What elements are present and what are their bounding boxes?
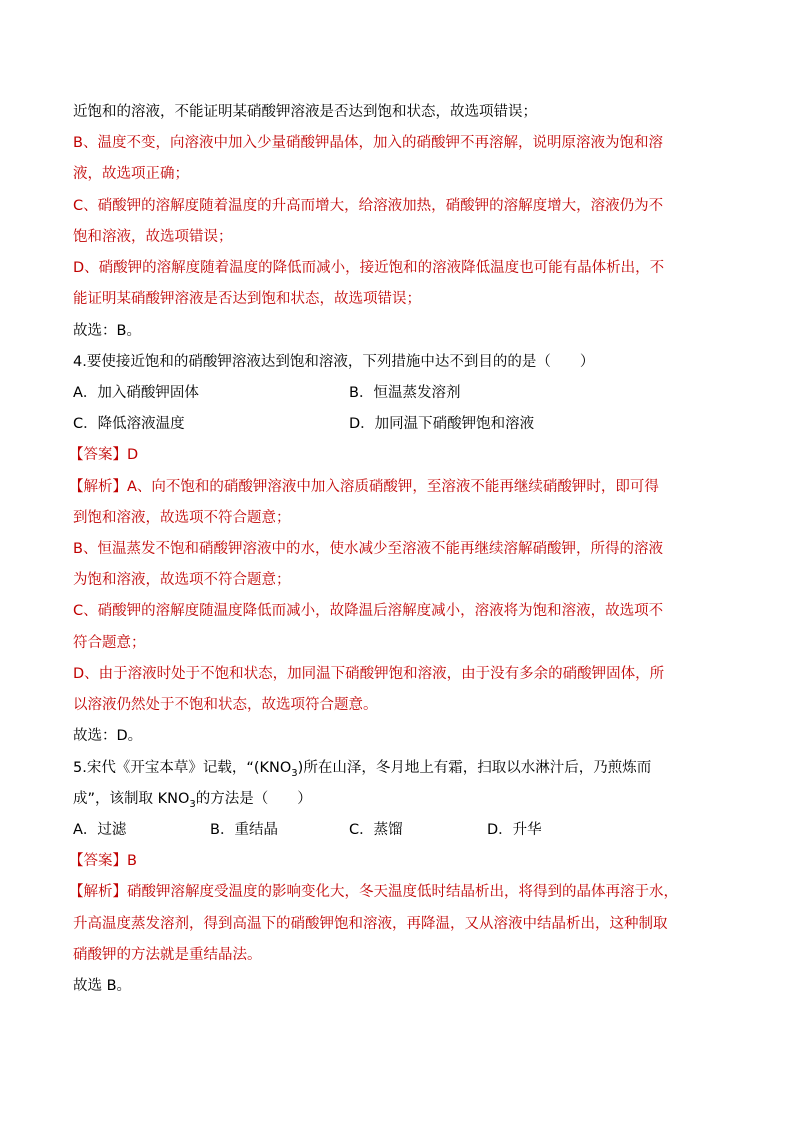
text-line: 符合题意； xyxy=(73,635,146,651)
answer-value: D xyxy=(127,447,139,463)
q4-option-c: C．降低溶液温度 xyxy=(73,416,185,432)
text-line: C、硝酸钾的溶解度随着温度的升高而增大，给溶液加热，硝酸钾的溶解度增大，溶液仍为不 xyxy=(73,198,664,214)
analysis-tag: 【解析】 xyxy=(69,884,127,900)
analysis-tag: 【解析】 xyxy=(69,479,127,495)
text-line: 能证明某硝酸钾溶液是否达到饱和状态，故选项错误； xyxy=(73,291,421,307)
text-line: D、硝酸钾的溶解度随着温度的降低而减小，接近饱和的溶液降低温度也可能有晶体析出，不 xyxy=(73,260,665,276)
text-line: 为饱和溶液，故选项不符合题意； xyxy=(73,572,291,588)
question-5-stem-line1 xyxy=(73,758,651,778)
answer-tag: 【答案】 xyxy=(69,447,127,463)
analysis-text: 硝酸钾溶解度受温度的影响变化大，冬天温度低时结晶析出，将得到的晶体再溶于水， xyxy=(127,884,678,900)
text-line: B、恒温蒸发不饱和硝酸钾溶液中的水，使水减少至溶液不能再继续溶解硝酸钾，所得的溶液 xyxy=(73,541,663,557)
text-line: 硝酸钾的方法就是重结晶法。 xyxy=(73,947,262,963)
q5-option-b: B．重结晶 xyxy=(210,822,278,838)
text-line: 近饱和的溶液，不能证明某硝酸钾溶液是否达到饱和状态，故选项错误； xyxy=(73,104,537,120)
text-line: D、由于溶液时处于不饱和状态，加同温下硝酸钾饱和溶液，由于没有多余的硝酸钾固体，所 xyxy=(73,666,665,682)
text-line: 升高温度蒸发溶剂，得到高温下的硝酸钾饱和溶液，再降温，又从溶液中结晶析出，这种制取 xyxy=(73,916,668,932)
text-line: C、硝酸钾的溶解度随温度降低而减小，故降温后溶解度减小，溶液将为饱和溶液，故选项不 xyxy=(73,603,664,619)
q4-analysis-line xyxy=(69,477,659,497)
q5-option-c: C．蒸馏 xyxy=(349,822,403,838)
text-line: 饱和溶液，故选项错误； xyxy=(73,229,233,245)
q4-option-a: A．加入硝酸钾固体 xyxy=(73,385,199,401)
q5-option-a: A．过滤 xyxy=(73,822,127,838)
analysis-text: A、向不饱和的硝酸钾溶液中加入溶质硝酸钾，至溶液不能再继续硝酸钾时，即可得 xyxy=(127,479,659,495)
question-4-stem: 4.要使接近饱和的硝酸钾溶液达到饱和溶液，下列措施中达不到目的的是（ ） xyxy=(73,354,595,370)
q4-option-d: D．加同温下硝酸钾饱和溶液 xyxy=(349,416,535,432)
answer-value: B xyxy=(127,853,137,869)
stem-text: 5.宋代《开宝本草》记载，“(KNO xyxy=(73,760,292,776)
q5-option-d: D．升华 xyxy=(487,822,542,838)
stem-text: )所在山泽，冬月地上有霜，扫取以水淋汁后，乃煎炼而 xyxy=(297,760,652,776)
q4-option-b: B．恒温蒸发溶剂 xyxy=(349,385,461,401)
text-line: B、温度不变，向溶液中加入少量硝酸钾晶体，加入的硝酸钾不再溶解，说明原溶液为饱和溶 xyxy=(73,135,663,151)
subscript: 3 xyxy=(189,798,196,810)
text-line: 故选：D。 xyxy=(73,728,143,744)
q5-analysis-line xyxy=(69,882,678,902)
text-line: 故选 B。 xyxy=(73,978,132,994)
text-line: 以溶液仍然处于不饱和状态，故选项符合题意。 xyxy=(73,697,378,713)
text-line: 故选：B。 xyxy=(73,323,141,339)
text-line: 到饱和溶液，故选项不符合题意； xyxy=(73,510,291,526)
answer-tag: 【答案】 xyxy=(69,853,127,869)
question-5-stem-line2 xyxy=(73,789,312,809)
subscript: 3 xyxy=(291,767,298,779)
stem-text: 的方法是（ ） xyxy=(195,791,312,807)
q4-answer xyxy=(69,445,138,465)
stem-text: 成”，该制取 KNO xyxy=(73,791,190,807)
q5-answer xyxy=(69,851,137,871)
text-line: 液，故选项正确； xyxy=(73,166,189,182)
